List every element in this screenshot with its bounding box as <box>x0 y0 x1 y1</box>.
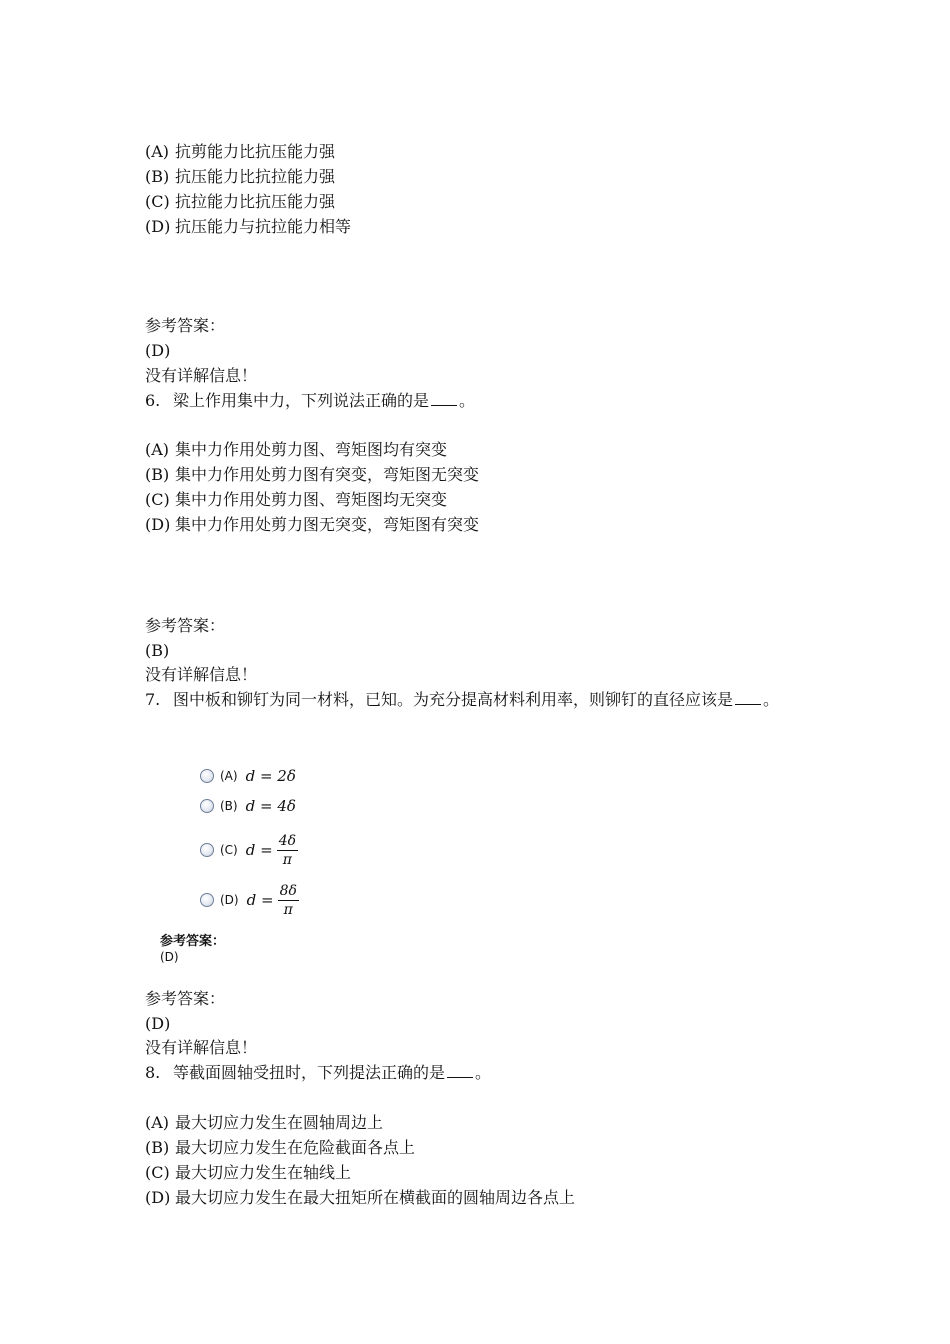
q7-image-option-b[interactable]: (B) d = 4δ <box>200 794 296 818</box>
q8-option-a: (A) 最大切应力发生在圆轴周边上 <box>145 1113 384 1132</box>
q8-option-d: (D) 最大切应力发生在最大扭矩所在横截面的圆轴周边各点上 <box>145 1188 576 1207</box>
answer-blank <box>431 391 457 406</box>
q8-option-c: (C) 最大切应力发生在轴线上 <box>145 1163 352 1182</box>
q7-stem: 7. 图中板和铆钉为同一材料，已知。为充分提高材料利用率，则铆钉的直径应该是 。 <box>145 690 780 709</box>
q6-detail: 没有详解信息！ <box>145 665 258 684</box>
q6-answer: (B) <box>145 641 170 660</box>
radio-icon[interactable] <box>200 769 214 783</box>
radio-icon[interactable] <box>200 843 214 857</box>
q5-option-a: (A) 抗剪能力比抗压能力强 <box>145 142 336 161</box>
q6-option-d: (D) 集中力作用处剪力图无突变，弯矩图有突变 <box>145 515 480 534</box>
q7-image-option-d[interactable]: (D) d = $\frac{8\delta}{\pi}$ <box>200 880 299 920</box>
q8-stem: 8. 等截面圆轴受扭时，下列提法正确的是 。 <box>145 1063 492 1082</box>
radio-icon[interactable] <box>200 799 214 813</box>
q7-answer: (D) <box>145 1014 171 1033</box>
answer-blank <box>735 690 761 705</box>
q7-embedded-image <box>160 760 340 975</box>
q5-option-d: (D) 抗压能力与抗拉能力相等 <box>145 217 352 236</box>
q6-reference-label: 参考答案： <box>145 616 226 635</box>
fraction: $\frac{4\delta}{\pi}$ <box>278 832 297 868</box>
q5-reference-label: 参考答案： <box>145 316 226 335</box>
answer-blank <box>447 1063 473 1078</box>
q6-option-c: (C) 集中力作用处剪力图、弯矩图均无突变 <box>145 490 448 509</box>
q6-option-b: (B) 集中力作用处剪力图有突变，弯矩图无突变 <box>145 465 480 484</box>
q8-option-b: (B) 最大切应力发生在危险截面各点上 <box>145 1138 416 1157</box>
q6-option-a: (A) 集中力作用处剪力图、弯矩图均有突变 <box>145 440 448 459</box>
q7-detail: 没有详解信息！ <box>145 1038 258 1057</box>
q5-option-b: (B) 抗压能力比抗拉能力强 <box>145 167 336 186</box>
q5-option-c: (C) 抗拉能力比抗压能力强 <box>145 192 336 211</box>
q7-reference-label: 参考答案： <box>145 989 226 1008</box>
q7-image-answer: (D) <box>160 950 179 964</box>
q7-image-option-a[interactable]: (A) d = 2δ <box>200 764 296 788</box>
radio-icon[interactable] <box>200 893 214 907</box>
fraction: $\frac{8\delta}{\pi}$ <box>279 882 297 918</box>
q7-image-reference-label: 参考答案： <box>160 934 226 949</box>
q5-detail: 没有详解信息！ <box>145 366 258 385</box>
q7-image-option-c[interactable]: (C) d = $\frac{4\delta}{\pi}$ <box>200 830 298 870</box>
q6-stem: 6. 梁上作用集中力，下列说法正确的是 。 <box>145 391 476 410</box>
q5-answer: (D) <box>145 341 171 360</box>
